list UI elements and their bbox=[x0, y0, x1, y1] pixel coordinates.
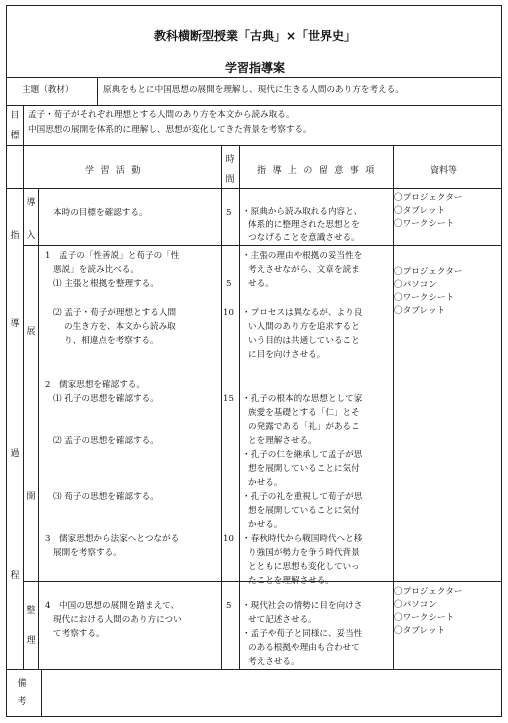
stage-label-sum-2: 理 bbox=[26, 636, 36, 646]
column-header-activities: 学 習 活 動 bbox=[85, 166, 143, 176]
stage-label-sum-1: 整 bbox=[26, 606, 36, 616]
activity-line: 3 儒家思想から法家へとつながる bbox=[45, 534, 180, 544]
goal-line: 中国思想の展開を体系的に理解し、思想が変化してきた背景を考察する。 bbox=[28, 125, 312, 135]
summary-material: 〇タブレット bbox=[394, 626, 446, 636]
column-header-time-1: 時 bbox=[225, 155, 235, 165]
summary-activity-line: 4 中国の思想の展開を踏まえて、 bbox=[45, 601, 180, 611]
dev-material: 〇プロジェクター bbox=[394, 267, 463, 277]
side-label: 過 bbox=[10, 449, 20, 459]
point-line: ・春秋時代から戦国時代へと移 bbox=[242, 534, 363, 544]
point-line: ・孔子の仁を継承して孟子が思 bbox=[242, 450, 363, 460]
stage-label-dev-1: 展 bbox=[26, 327, 36, 337]
divider bbox=[7, 105, 501, 106]
intro-point-line: ・原典から読み取れる内容と、 bbox=[242, 207, 363, 217]
point-line: かせる。 bbox=[248, 520, 283, 530]
point-line: 考えさせながら、文章を読ま bbox=[248, 265, 360, 275]
activity-line: ⑶ 荀子の思想を確認する。 bbox=[53, 492, 159, 502]
summary-point-line: 考えさせる。 bbox=[248, 657, 300, 667]
summary-time: 5 bbox=[226, 601, 232, 611]
column-header-points: 指 導 上 の 留 意 事 項 bbox=[257, 166, 377, 176]
remarks-label-1: 備 bbox=[17, 679, 27, 689]
divider bbox=[239, 145, 240, 669]
point-line: いう目的は共通していること bbox=[248, 336, 360, 346]
intro-point-line: つなげることを意識させる。 bbox=[248, 233, 360, 243]
point-line: かせる。 bbox=[248, 478, 283, 488]
point-line: 想を展開していることに気付 bbox=[248, 464, 360, 474]
point-line: に目を向けさせる。 bbox=[248, 350, 326, 360]
divider bbox=[41, 669, 42, 716]
dev-material: 〇タブレット bbox=[394, 306, 446, 316]
summary-activity-line: 現代における人間のあり方につい bbox=[53, 615, 182, 625]
divider bbox=[23, 105, 24, 145]
intro-time: 5 bbox=[226, 208, 232, 218]
divider bbox=[7, 77, 501, 78]
goals-label-2: 標 bbox=[10, 131, 20, 141]
time-value: 10 bbox=[223, 534, 234, 544]
remarks-label-2: 考 bbox=[17, 697, 27, 707]
document-subtitle: 学習指導案 bbox=[224, 61, 285, 75]
stage-label-dev-2: 開 bbox=[26, 492, 36, 502]
activity-line: の生き方を、本文から読み取 bbox=[64, 322, 176, 332]
intro-point-line: 体系的に整理された思想とを bbox=[248, 220, 360, 230]
activity-line: 悪説」を読み比べる。 bbox=[53, 265, 139, 275]
divider bbox=[7, 145, 501, 146]
point-line: ・主張の理由や根拠の妥当性を bbox=[242, 251, 363, 261]
divider bbox=[23, 145, 24, 669]
summary-point-line: のある根拠や理由も合わせて bbox=[248, 643, 360, 653]
activity-line: ⑴ 孔子の思想を確認する。 bbox=[53, 394, 159, 404]
divider bbox=[97, 77, 98, 105]
dev-material: 〇ワークシート bbox=[394, 293, 455, 303]
column-header-materials: 資料等 bbox=[430, 166, 458, 176]
intro-material: 〇タブレット bbox=[394, 206, 446, 216]
intro-activity: 本時の目標を確認する。 bbox=[53, 208, 148, 218]
activity-line: 展開を考察する。 bbox=[53, 548, 122, 558]
divider bbox=[38, 188, 39, 669]
point-line: ・孔子の礼を重視して荀子が思 bbox=[242, 492, 363, 502]
point-line: ・プロセスは異なるが、より良 bbox=[242, 308, 363, 318]
activity-line: ⑵ 孟子・荀子が理想とする人間 bbox=[53, 308, 177, 318]
dev-material: 〇パソコン bbox=[394, 280, 437, 290]
divider bbox=[221, 145, 222, 669]
intro-material: 〇ワークシート bbox=[394, 219, 455, 229]
time-value: 5 bbox=[226, 279, 232, 289]
time-value: 10 bbox=[223, 308, 234, 318]
activity-line: り、相違点を考察する。 bbox=[64, 336, 159, 346]
summary-material: 〇プロジェクター bbox=[394, 587, 463, 597]
document-title: 教科横断型授業「古典」×「世界史」 bbox=[153, 29, 357, 43]
point-line: り強国が勢力を争う時代背景 bbox=[248, 548, 360, 558]
activity-line: 1 孟子の「性善説」と荀子の「性 bbox=[45, 251, 180, 261]
point-line: 想を展開していることに気付 bbox=[248, 506, 360, 516]
summary-point-line: ・孟子や荀子と同様に、妥当性 bbox=[242, 629, 363, 639]
theme-label: 主題（教材） bbox=[22, 85, 74, 95]
summary-activity-line: て考察する。 bbox=[53, 629, 105, 639]
intro-material: 〇プロジェクター bbox=[394, 193, 463, 203]
side-label: 指 bbox=[10, 231, 20, 241]
activity-line: 2 儒家思想を確認する。 bbox=[45, 380, 145, 390]
point-line: たことを理解させる。 bbox=[248, 576, 334, 586]
document-frame bbox=[6, 5, 502, 717]
summary-point-line: ・現代社会の情勢に目を向けさ bbox=[242, 601, 363, 611]
point-line: 族愛を基礎とする「仁」とそ bbox=[248, 408, 360, 418]
time-value: 15 bbox=[223, 394, 234, 404]
point-line: の発露である「礼」があるこ bbox=[248, 422, 360, 432]
stage-label-intro-1: 導 bbox=[26, 198, 36, 208]
summary-point-line: せて記述させる。 bbox=[248, 615, 317, 625]
side-label: 程 bbox=[10, 571, 20, 581]
stage-label-intro-2: 入 bbox=[26, 231, 36, 241]
point-line: い人間のあり方を追求すると bbox=[248, 322, 360, 332]
point-line: せる。 bbox=[248, 279, 274, 289]
activity-line: ⑴ 主張と根拠を整理する。 bbox=[53, 279, 159, 289]
summary-material: 〇パソコン bbox=[394, 600, 437, 610]
column-header-time-2: 間 bbox=[225, 175, 235, 185]
point-line: とを理解させる。 bbox=[248, 436, 317, 446]
side-label: 導 bbox=[10, 319, 20, 329]
goal-line: 孟子・荀子がそれぞれ理想とする人間のあり方を本文から読み取る。 bbox=[28, 110, 295, 120]
point-line: とともに思想も変化していっ bbox=[248, 562, 360, 572]
summary-material: 〇ワークシート bbox=[394, 613, 455, 623]
goals-label-1: 目 bbox=[10, 111, 20, 121]
point-line: ・孔子の根本的な思想として家 bbox=[242, 394, 363, 404]
divider bbox=[7, 188, 501, 189]
activity-line: ⑵ 孟子の思想を確認する。 bbox=[53, 436, 159, 446]
theme-text: 原典をもとに中国思想の展開を理解し、現代に生きる人間のあり方を考える。 bbox=[103, 85, 404, 95]
